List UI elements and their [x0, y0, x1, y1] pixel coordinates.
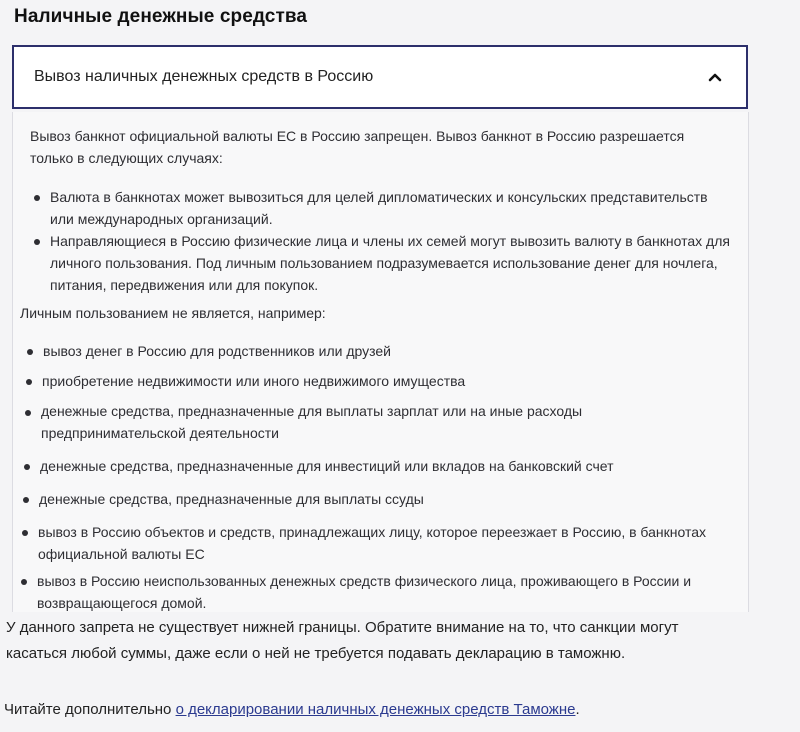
bullet-icon — [34, 239, 40, 245]
no-limit-note-line: касаться любой суммы, даже если о ней не требуется подавать декларацию в таможню. — [6, 645, 626, 662]
allowed-case-line: или международных организаций. — [50, 211, 273, 227]
not-personal-item-line: вывоз денег в Россию для родственников или друзей — [43, 343, 391, 359]
bullet-icon — [26, 379, 32, 385]
no-limit-note-line: У данного запрета не существует нижней границы. Обратите внимание на то, что санкции могут — [6, 619, 679, 636]
chevron-up-icon[interactable] — [708, 70, 722, 84]
read-more-prefix: Читайте дополнительно — [4, 701, 176, 718]
accordion-title: Вывоз наличных денежных средств в Россию — [34, 68, 374, 85]
bullet-icon — [24, 464, 30, 470]
intro-line: Вывоз банкнот официальной валюты ЕС в Россию запрещен. Вывоз банкнот в Россию разрешается — [30, 128, 685, 144]
bullet-icon — [22, 530, 28, 536]
read-more — [4, 696, 580, 724]
not-personal-item-line: денежные средства, предназначенные для инвестиций или вкладов на банковский счет — [40, 458, 614, 474]
intro-line: только в следующих случаях: — [30, 150, 223, 166]
read-more-suffix: . — [575, 701, 580, 718]
not-personal-item-line: официальной валюты ЕС — [38, 546, 205, 562]
bullet-icon — [21, 579, 27, 585]
not-personal-item-line: предпринимательской деятельности — [41, 425, 279, 441]
allowed-case-line: Валюта в банкнотах может вывозиться для целей дипломатических и консульских представительств — [50, 189, 708, 205]
not-personal-item-line: возвращающегося домой. — [37, 595, 207, 611]
bullet-icon — [34, 195, 40, 201]
accordion-content — [4, 112, 772, 732]
allowed-case-line: Направляющиеся в Россию физические лица и члены их семей могут вывозить валюту в банкнотах для — [50, 233, 730, 249]
not-personal-item-line: вывоз в Россию объектов и средств, принадлежащих лицу, которое переезжает в Россию, в банкнотах — [38, 524, 707, 540]
not-personal-item-line: вывоз в Россию неиспользованных денежных средств физического лица, проживающего в России и — [37, 573, 692, 589]
not-personal-heading: Личным пользованием не является, например: — [20, 305, 326, 321]
section-title: Наличные денежные средства — [14, 6, 308, 27]
not-personal-item-line: денежные средства, предназначенные для выплаты ссуды — [39, 491, 424, 507]
not-personal-item-line: приобретение недвижимости или иного недвижимого имущества — [42, 373, 466, 389]
accordion-header[interactable] — [12, 45, 748, 109]
allowed-case-line: питания, передвижения или для покупок. — [50, 277, 319, 293]
bullet-icon — [27, 349, 33, 355]
customs-declaration-link[interactable]: о декларировании наличных денежных средств Таможне — [175, 701, 576, 718]
bullet-icon — [25, 410, 31, 416]
not-personal-item-line: денежные средства, предназначенные для выплаты зарплат или на иные расходы — [41, 403, 583, 419]
bullet-icon — [23, 497, 29, 503]
allowed-case-line: личного пользования. Под личным пользованием подразумевается использование денег для ночлега, — [50, 255, 718, 271]
